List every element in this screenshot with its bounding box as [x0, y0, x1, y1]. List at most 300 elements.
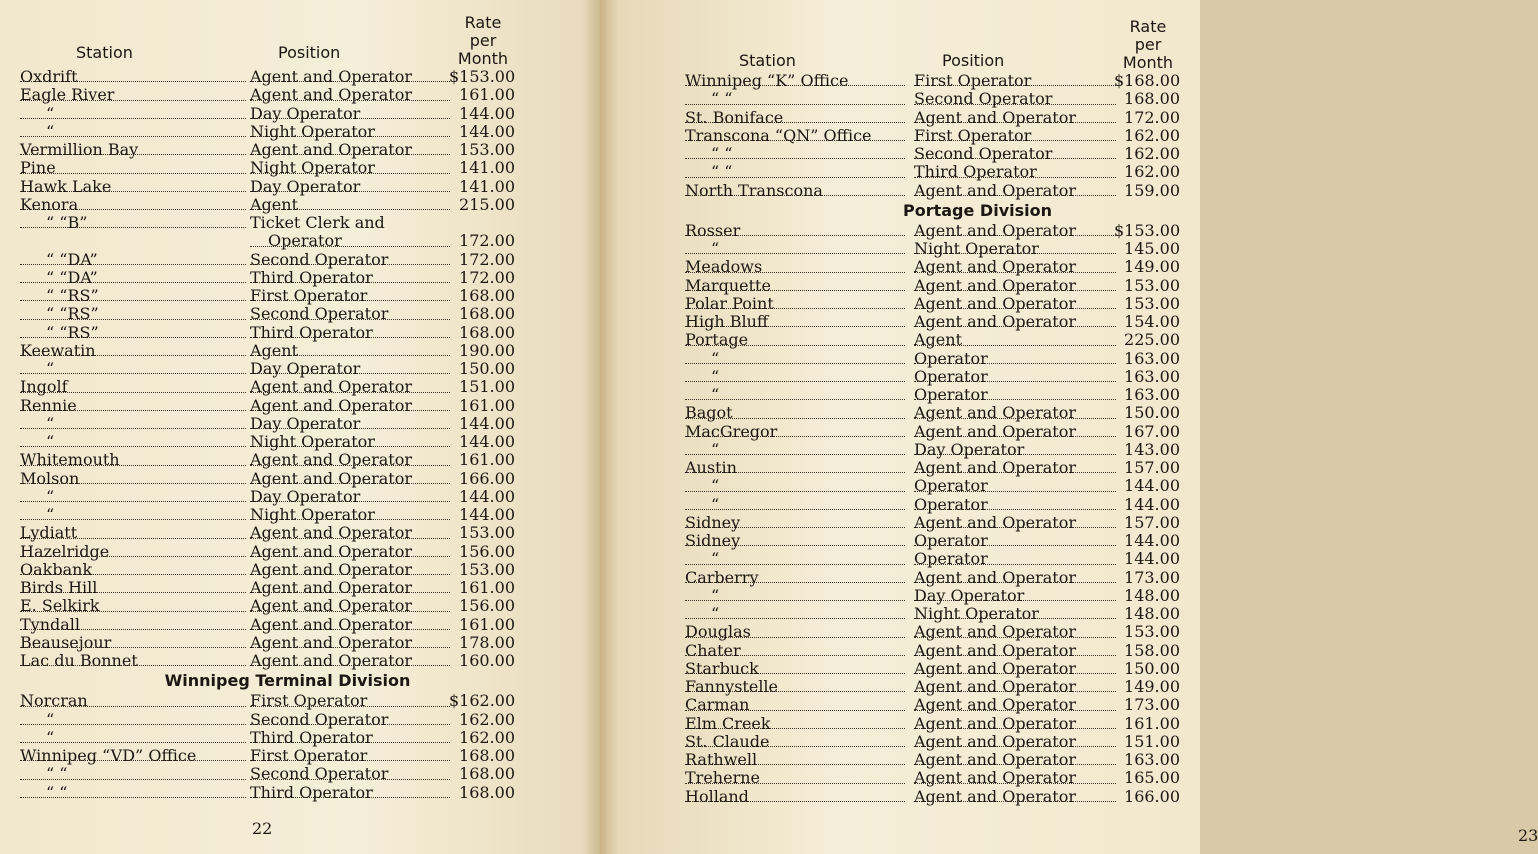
- station-name: St. Claude: [685, 731, 770, 751]
- position-name: Second Operator: [250, 249, 389, 269]
- rate-cell: 166.00: [459, 468, 515, 488]
- table-row: [685, 623, 1180, 641]
- position-name: Day Operator: [914, 585, 1025, 605]
- position-name: Agent and Operator: [250, 523, 412, 543]
- station-name: “: [711, 476, 720, 496]
- station-cell: [20, 433, 246, 451]
- position-name: Operator: [914, 348, 988, 368]
- station-cell: [20, 415, 246, 433]
- station-cell: [20, 579, 246, 597]
- position-cell: [914, 441, 1116, 459]
- table-row: [685, 313, 1180, 331]
- position-cell: [250, 378, 450, 396]
- rate-cell: $153.00: [449, 67, 516, 86]
- rate-cell: 161.00: [459, 395, 515, 415]
- station-cell: [20, 269, 246, 287]
- rate-cell: 215.00: [459, 194, 515, 214]
- position-cell: [914, 109, 1116, 127]
- position-name: Operator: [914, 549, 988, 569]
- station-cell: [20, 105, 246, 123]
- position-name: Night Operator: [914, 239, 1039, 258]
- position-cell: [250, 524, 450, 542]
- station-cell: [20, 196, 246, 214]
- station-name: Sidney: [685, 512, 741, 532]
- station-name: “: [711, 348, 720, 368]
- rate-cell: 163.00: [1124, 348, 1180, 368]
- table-row: [20, 159, 515, 177]
- station-name: “: [711, 439, 720, 459]
- rate-header-line: Month: [457, 49, 509, 68]
- table-row: [685, 660, 1180, 678]
- station-cell: [20, 729, 246, 747]
- station-name: “: [711, 494, 720, 514]
- table-row: [685, 569, 1180, 587]
- station-cell: [685, 769, 905, 787]
- right-division-rows: [685, 222, 1180, 806]
- rate-cell: 168.00: [459, 746, 515, 765]
- rate-cell: 141.00: [459, 176, 515, 196]
- table-row: [685, 788, 1180, 806]
- station-name: “: [46, 486, 55, 506]
- position-name: Agent and Operator: [914, 180, 1076, 200]
- rate-header-line: Rate: [464, 13, 502, 32]
- station-cell: [685, 295, 905, 313]
- table-row: [685, 163, 1180, 181]
- rate-cell: 144.00: [1124, 549, 1180, 569]
- station-cell: [20, 692, 246, 710]
- position-name: Agent and Operator: [914, 458, 1076, 477]
- station-name: “: [711, 604, 720, 623]
- rate-column-header: [1116, 18, 1180, 72]
- station-name: “: [46, 121, 55, 141]
- position-name: Operator: [914, 494, 988, 514]
- position-name: Agent and Operator: [914, 220, 1076, 240]
- position-name: Third Operator: [914, 162, 1037, 182]
- station-cell: [20, 616, 246, 634]
- station-cell: [20, 524, 246, 542]
- rate-cell: 144.00: [1124, 476, 1180, 496]
- station-cell: [685, 313, 905, 331]
- rate-cell: 168.00: [459, 764, 515, 784]
- station-cell: [685, 751, 905, 769]
- position-cell: [914, 331, 1116, 349]
- rate-cell: 168.00: [1124, 89, 1180, 109]
- station-column-header: Station: [76, 43, 133, 62]
- station-name: “: [46, 432, 55, 451]
- table-row: [20, 597, 515, 615]
- table-row: [20, 68, 515, 86]
- table-row: [685, 127, 1180, 145]
- position-cell: [914, 514, 1116, 532]
- station-cell: [685, 258, 905, 276]
- rate-cell: 153.00: [1124, 293, 1180, 313]
- position-cell: [914, 313, 1116, 331]
- table-row: [20, 579, 515, 597]
- position-cell: [250, 251, 450, 269]
- station-cell: [20, 68, 246, 86]
- rate-cell: 144.00: [459, 413, 515, 433]
- position-cell: [914, 222, 1116, 240]
- table-row: [20, 342, 515, 360]
- table-row: [20, 269, 515, 287]
- station-cell: [685, 404, 905, 422]
- station-cell: [20, 141, 246, 159]
- position-cell: [914, 182, 1116, 200]
- station-name: Keewatin: [20, 340, 96, 360]
- position-cell: [914, 715, 1116, 733]
- position-cell: [250, 488, 450, 506]
- position-name: Agent and Operator: [250, 468, 412, 488]
- table-row: [685, 109, 1180, 127]
- position-cell: [914, 386, 1116, 404]
- position-name: Night Operator: [914, 604, 1039, 623]
- position-cell: [914, 295, 1116, 313]
- table-row: [20, 765, 515, 783]
- position-cell: [250, 692, 450, 710]
- station-cell: [20, 378, 246, 396]
- table-row: [20, 178, 515, 196]
- position-name: Agent: [250, 194, 298, 214]
- station-cell: [685, 423, 905, 441]
- rate-cell: 172.00: [459, 249, 515, 269]
- station-cell: [20, 360, 246, 378]
- position-name: Agent and Operator: [250, 614, 412, 634]
- station-cell: [685, 222, 905, 240]
- position-cell: [250, 214, 450, 232]
- position-cell: [914, 90, 1116, 108]
- station-cell: [20, 765, 246, 783]
- left-division-rows: [20, 692, 515, 802]
- position-name: Agent and Operator: [914, 622, 1076, 642]
- station-cell: [685, 587, 905, 605]
- rate-cell: 150.00: [459, 359, 515, 378]
- rate-cell: 144.00: [1124, 494, 1180, 514]
- rate-header-line: Rate: [1129, 17, 1167, 36]
- position-cell: [914, 258, 1116, 276]
- rate-cell: 162.00: [1124, 144, 1180, 163]
- table-row: [685, 90, 1180, 108]
- position-cell: [250, 470, 450, 488]
- position-name: Night Operator: [250, 121, 375, 141]
- position-cell: [250, 561, 450, 579]
- table-row: [20, 561, 515, 579]
- station-column-header: Station: [739, 51, 796, 70]
- rate-cell: 149.00: [1124, 677, 1180, 696]
- position-cell: [914, 696, 1116, 714]
- station-name: “ “DA”: [46, 267, 98, 287]
- station-name: “ “: [46, 782, 68, 802]
- rate-cell: 145.00: [1124, 239, 1180, 258]
- station-cell: [685, 163, 905, 181]
- station-name: Hawk Lake: [20, 176, 112, 196]
- position-cell: [250, 634, 450, 652]
- position-cell: [914, 163, 1116, 181]
- position-name: Agent and Operator: [914, 786, 1076, 806]
- station-name: E. Selkirk: [20, 596, 100, 616]
- position-cell: [914, 240, 1116, 258]
- table-row: [685, 368, 1180, 386]
- station-cell: [20, 561, 246, 579]
- rate-cell: 165.00: [1124, 768, 1180, 788]
- position-cell: [914, 477, 1116, 495]
- rate-cell: 141.00: [459, 158, 515, 178]
- position-cell: [250, 360, 450, 378]
- station-cell: [20, 305, 246, 323]
- position-name: Agent and Operator: [914, 403, 1076, 423]
- table-row: [685, 514, 1180, 532]
- station-cell: [20, 324, 246, 342]
- rate-cell: 166.00: [1124, 786, 1180, 806]
- station-name: “: [46, 359, 55, 378]
- station-name: Elm Creek: [685, 713, 771, 733]
- table-row: [20, 232, 515, 250]
- station-name: Whitemouth: [20, 450, 120, 470]
- position-name: Agent and Operator: [914, 640, 1076, 660]
- station-cell: [685, 459, 905, 477]
- station-name: MacGregor: [685, 421, 778, 441]
- station-name: Starbuck: [685, 658, 759, 678]
- station-name: “ “: [711, 162, 733, 182]
- station-cell: [20, 287, 246, 305]
- right-table-header: [685, 18, 1180, 72]
- rate-cell: 161.00: [459, 85, 515, 105]
- table-row: [20, 196, 515, 214]
- position-cell: [914, 459, 1116, 477]
- rate-cell: 156.00: [459, 541, 515, 561]
- rate-cell: 162.00: [459, 709, 515, 729]
- position-name: Agent and Operator: [914, 677, 1076, 696]
- rate-cell: $168.00: [1114, 71, 1181, 90]
- station-name: Kenora: [20, 194, 79, 214]
- rate-cell: 161.00: [459, 450, 515, 470]
- position-cell: [250, 397, 450, 415]
- position-cell: [250, 711, 450, 729]
- station-name: Hazelridge: [20, 541, 110, 561]
- position-cell: [250, 287, 450, 305]
- station-name: Lac du Bonnet: [20, 651, 138, 670]
- station-cell: [20, 597, 246, 615]
- position-name: Agent and Operator: [250, 450, 412, 470]
- table-row: [20, 360, 515, 378]
- table-row: [685, 331, 1180, 349]
- table-row: [20, 506, 515, 524]
- position-name: Day Operator: [250, 359, 361, 378]
- table-row: [20, 451, 515, 469]
- station-cell: [685, 660, 905, 678]
- table-row: [20, 105, 515, 123]
- division-title: Winnipeg Terminal Division: [164, 671, 411, 691]
- position-column-header: Position: [942, 51, 1005, 70]
- position-name: Third Operator: [250, 322, 373, 342]
- position-cell: [914, 623, 1116, 641]
- table-row: [685, 642, 1180, 660]
- station-cell: [20, 397, 246, 415]
- station-cell: [20, 488, 246, 506]
- position-name: Agent and Operator: [914, 731, 1076, 751]
- table-row: [685, 550, 1180, 568]
- rate-cell: 143.00: [1124, 439, 1180, 459]
- position-name: Agent and Operator: [914, 658, 1076, 678]
- station-cell: [685, 496, 905, 514]
- left-page: [0, 0, 600, 854]
- position-cell: [250, 141, 450, 159]
- station-name: “: [711, 549, 720, 569]
- position-name: Second Operator: [914, 144, 1053, 163]
- page-number: 22: [252, 819, 273, 838]
- table-row: [20, 784, 515, 802]
- station-name: “: [46, 413, 55, 433]
- position-cell: [250, 433, 450, 451]
- position-cell: [250, 269, 450, 287]
- position-name: Agent and Operator: [250, 632, 412, 652]
- station-cell: [685, 642, 905, 660]
- table-row: [20, 711, 515, 729]
- rate-cell: 163.00: [1124, 385, 1180, 404]
- table-row: [685, 751, 1180, 769]
- position-cell: [914, 605, 1116, 623]
- rate-cell: 173.00: [1124, 567, 1180, 587]
- table-row: [20, 251, 515, 269]
- rate-cell: 161.00: [1124, 713, 1180, 733]
- position-cell: [250, 342, 450, 360]
- position-name: Operator: [914, 531, 988, 550]
- table-row: [20, 378, 515, 396]
- table-row: [20, 141, 515, 159]
- position-name: Third Operator: [250, 267, 373, 287]
- rate-cell: 144.00: [459, 505, 515, 524]
- station-name: Carman: [685, 695, 750, 715]
- position-cell: [250, 747, 450, 765]
- table-row: [20, 470, 515, 488]
- rate-cell: 148.00: [1124, 604, 1180, 623]
- position-name: Agent and Operator: [250, 377, 412, 397]
- position-name: Agent and Operator: [914, 312, 1076, 331]
- position-name: Third Operator: [250, 782, 373, 802]
- table-row: [685, 678, 1180, 696]
- position-name: Operator: [914, 385, 988, 404]
- position-name: Agent and Operator: [914, 275, 1076, 295]
- position-name: Agent and Operator: [914, 421, 1076, 441]
- station-cell: [685, 477, 905, 495]
- table-row: [20, 524, 515, 542]
- position-cell: [250, 105, 450, 123]
- table-row: [685, 696, 1180, 714]
- station-cell: [685, 569, 905, 587]
- station-name: “ “DA”: [46, 249, 98, 269]
- station-name: “ “: [711, 89, 733, 109]
- rate-cell: 158.00: [1124, 640, 1180, 660]
- station-name: Tyndall: [20, 614, 81, 634]
- rate-cell: 168.00: [459, 782, 515, 802]
- rate-cell: 144.00: [459, 432, 515, 451]
- position-name: Night Operator: [250, 432, 375, 451]
- position-cell: [914, 145, 1116, 163]
- station-cell: [685, 678, 905, 696]
- station-name: Vermillion Bay: [20, 140, 139, 159]
- station-name: Ingolf: [20, 377, 68, 397]
- station-cell: [20, 251, 246, 269]
- table-row: [20, 86, 515, 104]
- station-name: Pine: [20, 158, 56, 178]
- position-cell: [250, 765, 450, 783]
- position-name: Agent and Operator: [914, 512, 1076, 532]
- position-cell: [250, 652, 450, 670]
- station-name: Carberry: [685, 567, 759, 587]
- station-name: Holland: [685, 786, 749, 806]
- rate-cell: 163.00: [1124, 366, 1180, 386]
- position-name: Night Operator: [250, 505, 375, 524]
- station-name: “ “RS”: [46, 286, 99, 305]
- station-cell: [685, 532, 905, 550]
- position-cell: [250, 305, 450, 323]
- station-name: Portage: [685, 330, 749, 350]
- position-cell: [250, 86, 450, 104]
- rate-cell: 172.00: [1124, 107, 1180, 127]
- position-name: Day Operator: [250, 176, 361, 196]
- table-row: [20, 729, 515, 747]
- station-cell: [685, 623, 905, 641]
- position-column-header: Position: [278, 43, 341, 62]
- position-name: Second Operator: [914, 89, 1053, 109]
- station-name: “: [711, 385, 720, 404]
- station-name: “ “RS”: [46, 322, 99, 342]
- left-table-header: [20, 10, 515, 68]
- position-name: Agent and Operator: [250, 559, 412, 579]
- rate-cell: 168.00: [459, 322, 515, 342]
- rate-cell: 148.00: [1124, 585, 1180, 605]
- position-cell: [250, 415, 450, 433]
- rate-header-line: per: [1134, 35, 1162, 54]
- station-cell: [20, 543, 246, 561]
- station-cell: [685, 550, 905, 568]
- station-cell: [20, 652, 246, 670]
- station-cell: [20, 634, 246, 652]
- table-row: [685, 441, 1180, 459]
- position-cell: [250, 123, 450, 141]
- rate-cell: 161.00: [459, 614, 515, 634]
- station-cell: [20, 451, 246, 469]
- position-cell: [914, 788, 1116, 806]
- position-cell: [914, 423, 1116, 441]
- division-title: Portage Division: [903, 200, 1052, 220]
- station-cell: [20, 784, 246, 802]
- station-name: Bagot: [685, 403, 733, 423]
- position-name: Agent and Operator: [914, 768, 1076, 788]
- rate-cell: 153.00: [1124, 275, 1180, 295]
- position-name: Second Operator: [250, 304, 389, 324]
- rate-cell: 159.00: [1124, 180, 1180, 200]
- table-row: [685, 496, 1180, 514]
- position-cell: [914, 496, 1116, 514]
- table-row: [685, 477, 1180, 495]
- position-cell: [250, 506, 450, 524]
- table-row: [20, 692, 515, 710]
- rate-cell: 225.00: [1124, 330, 1180, 350]
- station-cell: [685, 72, 905, 90]
- station-cell: [20, 470, 246, 488]
- station-name: “ “RS”: [46, 304, 99, 324]
- station-name: Birds Hill: [20, 578, 98, 597]
- table-row: [20, 433, 515, 451]
- station-cell: [685, 182, 905, 200]
- rate-cell: 150.00: [1124, 403, 1180, 423]
- table-row: [685, 240, 1180, 258]
- station-name: Marquette: [685, 275, 771, 295]
- table-row: [685, 587, 1180, 605]
- rate-cell: 163.00: [1124, 750, 1180, 769]
- position-name: Agent and Operator: [250, 578, 412, 597]
- rate-cell: 160.00: [459, 651, 515, 670]
